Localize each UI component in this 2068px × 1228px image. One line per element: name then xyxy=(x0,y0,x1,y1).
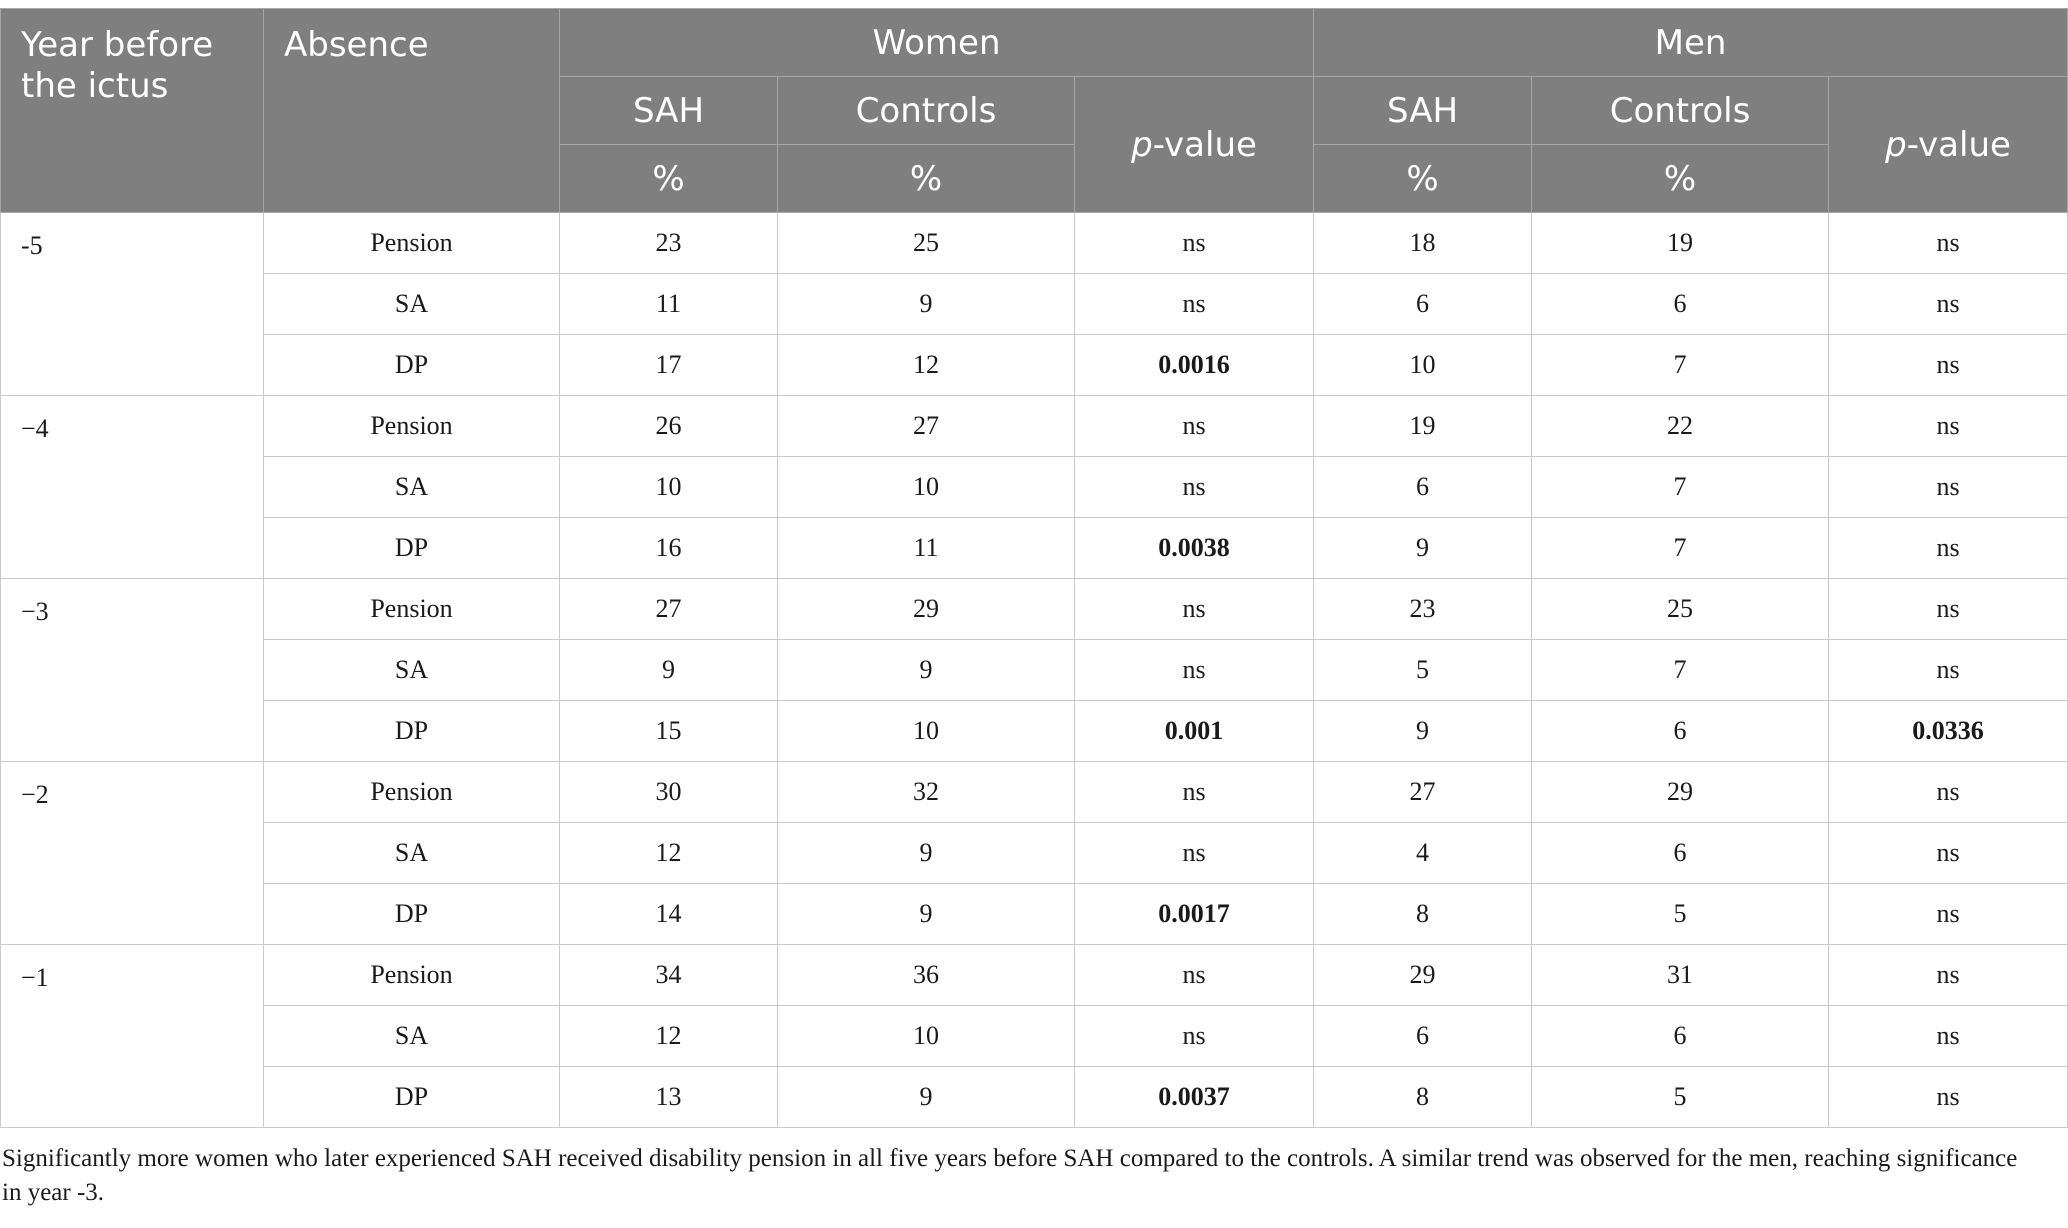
men-sah-cell: 6 xyxy=(1314,274,1532,335)
women-pvalue-cell: 0.0016 xyxy=(1075,335,1314,396)
year-column-header: Year before the ictus xyxy=(1,9,264,213)
women-pvalue-cell: ns xyxy=(1075,762,1314,823)
women-pvalue-cell: ns xyxy=(1075,1006,1314,1067)
men-sah-cell: 4 xyxy=(1314,823,1532,884)
women-controls-cell: 9 xyxy=(778,823,1075,884)
men-pvalue-cell: ns xyxy=(1829,579,2068,640)
p-italic: p xyxy=(1885,124,1907,165)
women-sah-cell: 12 xyxy=(560,1006,778,1067)
women-sah-cell: 11 xyxy=(560,274,778,335)
absence-cell: DP xyxy=(264,518,560,579)
men-pvalue-cell: ns xyxy=(1829,945,2068,1006)
men-pvalue-header xyxy=(1829,77,2068,213)
table-header xyxy=(1,9,2068,213)
table-row xyxy=(1,762,2068,823)
men-pvalue-cell: ns xyxy=(1829,396,2068,457)
men-pvalue-cell: ns xyxy=(1829,518,2068,579)
absence-cell: Pension xyxy=(264,213,560,274)
men-pvalue-cell: ns xyxy=(1829,823,2068,884)
women-sah-cell: 13 xyxy=(560,1067,778,1128)
table-row xyxy=(1,274,2068,335)
men-controls-cell: 19 xyxy=(1532,213,1829,274)
men-pvalue-cell: ns xyxy=(1829,457,2068,518)
men-sah-cell: 6 xyxy=(1314,457,1532,518)
table-row xyxy=(1,579,2068,640)
year-cell: -5 xyxy=(1,213,264,396)
women-sah-cell: 26 xyxy=(560,396,778,457)
women-pvalue-cell: ns xyxy=(1075,274,1314,335)
men-controls-cell: 7 xyxy=(1532,518,1829,579)
absence-cell: DP xyxy=(264,335,560,396)
women-controls-cell: 11 xyxy=(778,518,1075,579)
men-controls-cell: 22 xyxy=(1532,396,1829,457)
women-pvalue-cell: ns xyxy=(1075,640,1314,701)
table-row xyxy=(1,335,2068,396)
absence-cell: Pension xyxy=(264,945,560,1006)
women-controls-cell: 27 xyxy=(778,396,1075,457)
women-sah-cell: 17 xyxy=(560,335,778,396)
p-italic: p xyxy=(1131,124,1153,165)
men-controls-cell: 7 xyxy=(1532,457,1829,518)
men-sah-cell: 8 xyxy=(1314,1067,1532,1128)
absence-cell: SA xyxy=(264,823,560,884)
absence-cell: SA xyxy=(264,640,560,701)
women-pvalue-cell: 0.0017 xyxy=(1075,884,1314,945)
table-row xyxy=(1,884,2068,945)
men-pvalue-cell: ns xyxy=(1829,640,2068,701)
men-controls-cell: 25 xyxy=(1532,579,1829,640)
men-pvalue-cell: ns xyxy=(1829,1006,2068,1067)
men-sah-cell: 6 xyxy=(1314,1006,1532,1067)
absence-cell: Pension xyxy=(264,396,560,457)
men-sah-cell: 10 xyxy=(1314,335,1532,396)
men-pvalue-cell: ns xyxy=(1829,335,2068,396)
table-row xyxy=(1,518,2068,579)
absence-cell: Pension xyxy=(264,579,560,640)
men-controls-header: Controls xyxy=(1532,77,1829,145)
women-controls-header: Controls xyxy=(778,77,1075,145)
women-controls-cell: 36 xyxy=(778,945,1075,1006)
men-controls-cell: 7 xyxy=(1532,335,1829,396)
men-sah-cell: 8 xyxy=(1314,884,1532,945)
year-cell: −2 xyxy=(1,762,264,945)
women-group-header: Women xyxy=(560,9,1314,77)
women-sah-cell: 27 xyxy=(560,579,778,640)
women-controls-cell: 9 xyxy=(778,884,1075,945)
women-controls-cell: 10 xyxy=(778,701,1075,762)
absence-cell: DP xyxy=(264,884,560,945)
men-controls-cell: 6 xyxy=(1532,701,1829,762)
absence-cell: DP xyxy=(264,1067,560,1128)
men-sah-cell: 9 xyxy=(1314,518,1532,579)
men-controls-cell: 29 xyxy=(1532,762,1829,823)
women-controls-cell: 29 xyxy=(778,579,1075,640)
women-pvalue-cell: 0.0037 xyxy=(1075,1067,1314,1128)
men-sah-cell: 29 xyxy=(1314,945,1532,1006)
men-controls-cell: 6 xyxy=(1532,274,1829,335)
men-sah-cell: 23 xyxy=(1314,579,1532,640)
men-controls-cell: 6 xyxy=(1532,1006,1829,1067)
men-pvalue-cell: 0.0336 xyxy=(1829,701,2068,762)
table-footnote: Significantly more women who later experienced SAH received disability pension in all five years before SAH compared to the controls. A similar trend was observed for the men, reaching significance in year -3. xyxy=(2,1145,2018,1206)
absence-cell: SA xyxy=(264,274,560,335)
women-pvalue-cell: 0.001 xyxy=(1075,701,1314,762)
absence-column-header: Absence xyxy=(264,9,560,213)
table-row xyxy=(1,701,2068,762)
men-sah-cell: 5 xyxy=(1314,640,1532,701)
year-cell: −1 xyxy=(1,945,264,1128)
women-sah-header: SAH xyxy=(560,77,778,145)
women-controls-cell: 32 xyxy=(778,762,1075,823)
women-controls-cell: 10 xyxy=(778,457,1075,518)
table-body xyxy=(1,213,2068,1128)
women-pvalue-cell: ns xyxy=(1075,457,1314,518)
men-pvalue-cell: ns xyxy=(1829,762,2068,823)
table-row xyxy=(1,1006,2068,1067)
women-controls-unit: % xyxy=(778,145,1075,213)
p-suffix: -value xyxy=(1152,124,1257,165)
women-sah-cell: 30 xyxy=(560,762,778,823)
women-pvalue-cell: ns xyxy=(1075,213,1314,274)
women-sah-cell: 10 xyxy=(560,457,778,518)
absence-cell: DP xyxy=(264,701,560,762)
absence-cell: SA xyxy=(264,457,560,518)
table-row xyxy=(1,457,2068,518)
men-controls-cell: 7 xyxy=(1532,640,1829,701)
women-pvalue-header xyxy=(1075,77,1314,213)
table-row xyxy=(1,823,2068,884)
women-pvalue-cell: ns xyxy=(1075,396,1314,457)
year-cell: −4 xyxy=(1,396,264,579)
men-pvalue-cell: ns xyxy=(1829,884,2068,945)
women-sah-cell: 12 xyxy=(560,823,778,884)
women-sah-cell: 34 xyxy=(560,945,778,1006)
women-controls-cell: 12 xyxy=(778,335,1075,396)
men-sah-cell: 19 xyxy=(1314,396,1532,457)
women-controls-cell: 9 xyxy=(778,1067,1075,1128)
men-pvalue-cell: ns xyxy=(1829,1067,2068,1128)
men-sah-cell: 27 xyxy=(1314,762,1532,823)
men-sah-cell: 18 xyxy=(1314,213,1532,274)
men-controls-unit: % xyxy=(1532,145,1829,213)
women-controls-cell: 9 xyxy=(778,640,1075,701)
women-controls-cell: 9 xyxy=(778,274,1075,335)
men-controls-cell: 5 xyxy=(1532,1067,1829,1128)
women-controls-cell: 10 xyxy=(778,1006,1075,1067)
men-sah-unit: % xyxy=(1314,145,1532,213)
table-row xyxy=(1,396,2068,457)
women-sah-cell: 9 xyxy=(560,640,778,701)
table-container xyxy=(0,8,2068,1210)
absence-cell: Pension xyxy=(264,762,560,823)
women-pvalue-cell: ns xyxy=(1075,823,1314,884)
men-sah-header: SAH xyxy=(1314,77,1532,145)
p-suffix: -value xyxy=(1906,124,2011,165)
men-controls-cell: 6 xyxy=(1532,823,1829,884)
table-row xyxy=(1,1067,2068,1128)
women-sah-unit: % xyxy=(560,145,778,213)
women-sah-cell: 14 xyxy=(560,884,778,945)
women-sah-cell: 15 xyxy=(560,701,778,762)
results-table xyxy=(0,8,2068,1128)
women-controls-cell: 25 xyxy=(778,213,1075,274)
men-controls-cell: 5 xyxy=(1532,884,1829,945)
men-sah-cell: 9 xyxy=(1314,701,1532,762)
women-sah-cell: 23 xyxy=(560,213,778,274)
absence-cell: SA xyxy=(264,1006,560,1067)
men-pvalue-cell: ns xyxy=(1829,213,2068,274)
men-group-header: Men xyxy=(1314,9,2068,77)
table-row xyxy=(1,945,2068,1006)
table-row xyxy=(1,640,2068,701)
men-pvalue-cell: ns xyxy=(1829,274,2068,335)
men-controls-cell: 31 xyxy=(1532,945,1829,1006)
year-cell: −3 xyxy=(1,579,264,762)
women-sah-cell: 16 xyxy=(560,518,778,579)
women-pvalue-cell: ns xyxy=(1075,945,1314,1006)
women-pvalue-cell: 0.0038 xyxy=(1075,518,1314,579)
table-row xyxy=(1,213,2068,274)
women-pvalue-cell: ns xyxy=(1075,579,1314,640)
